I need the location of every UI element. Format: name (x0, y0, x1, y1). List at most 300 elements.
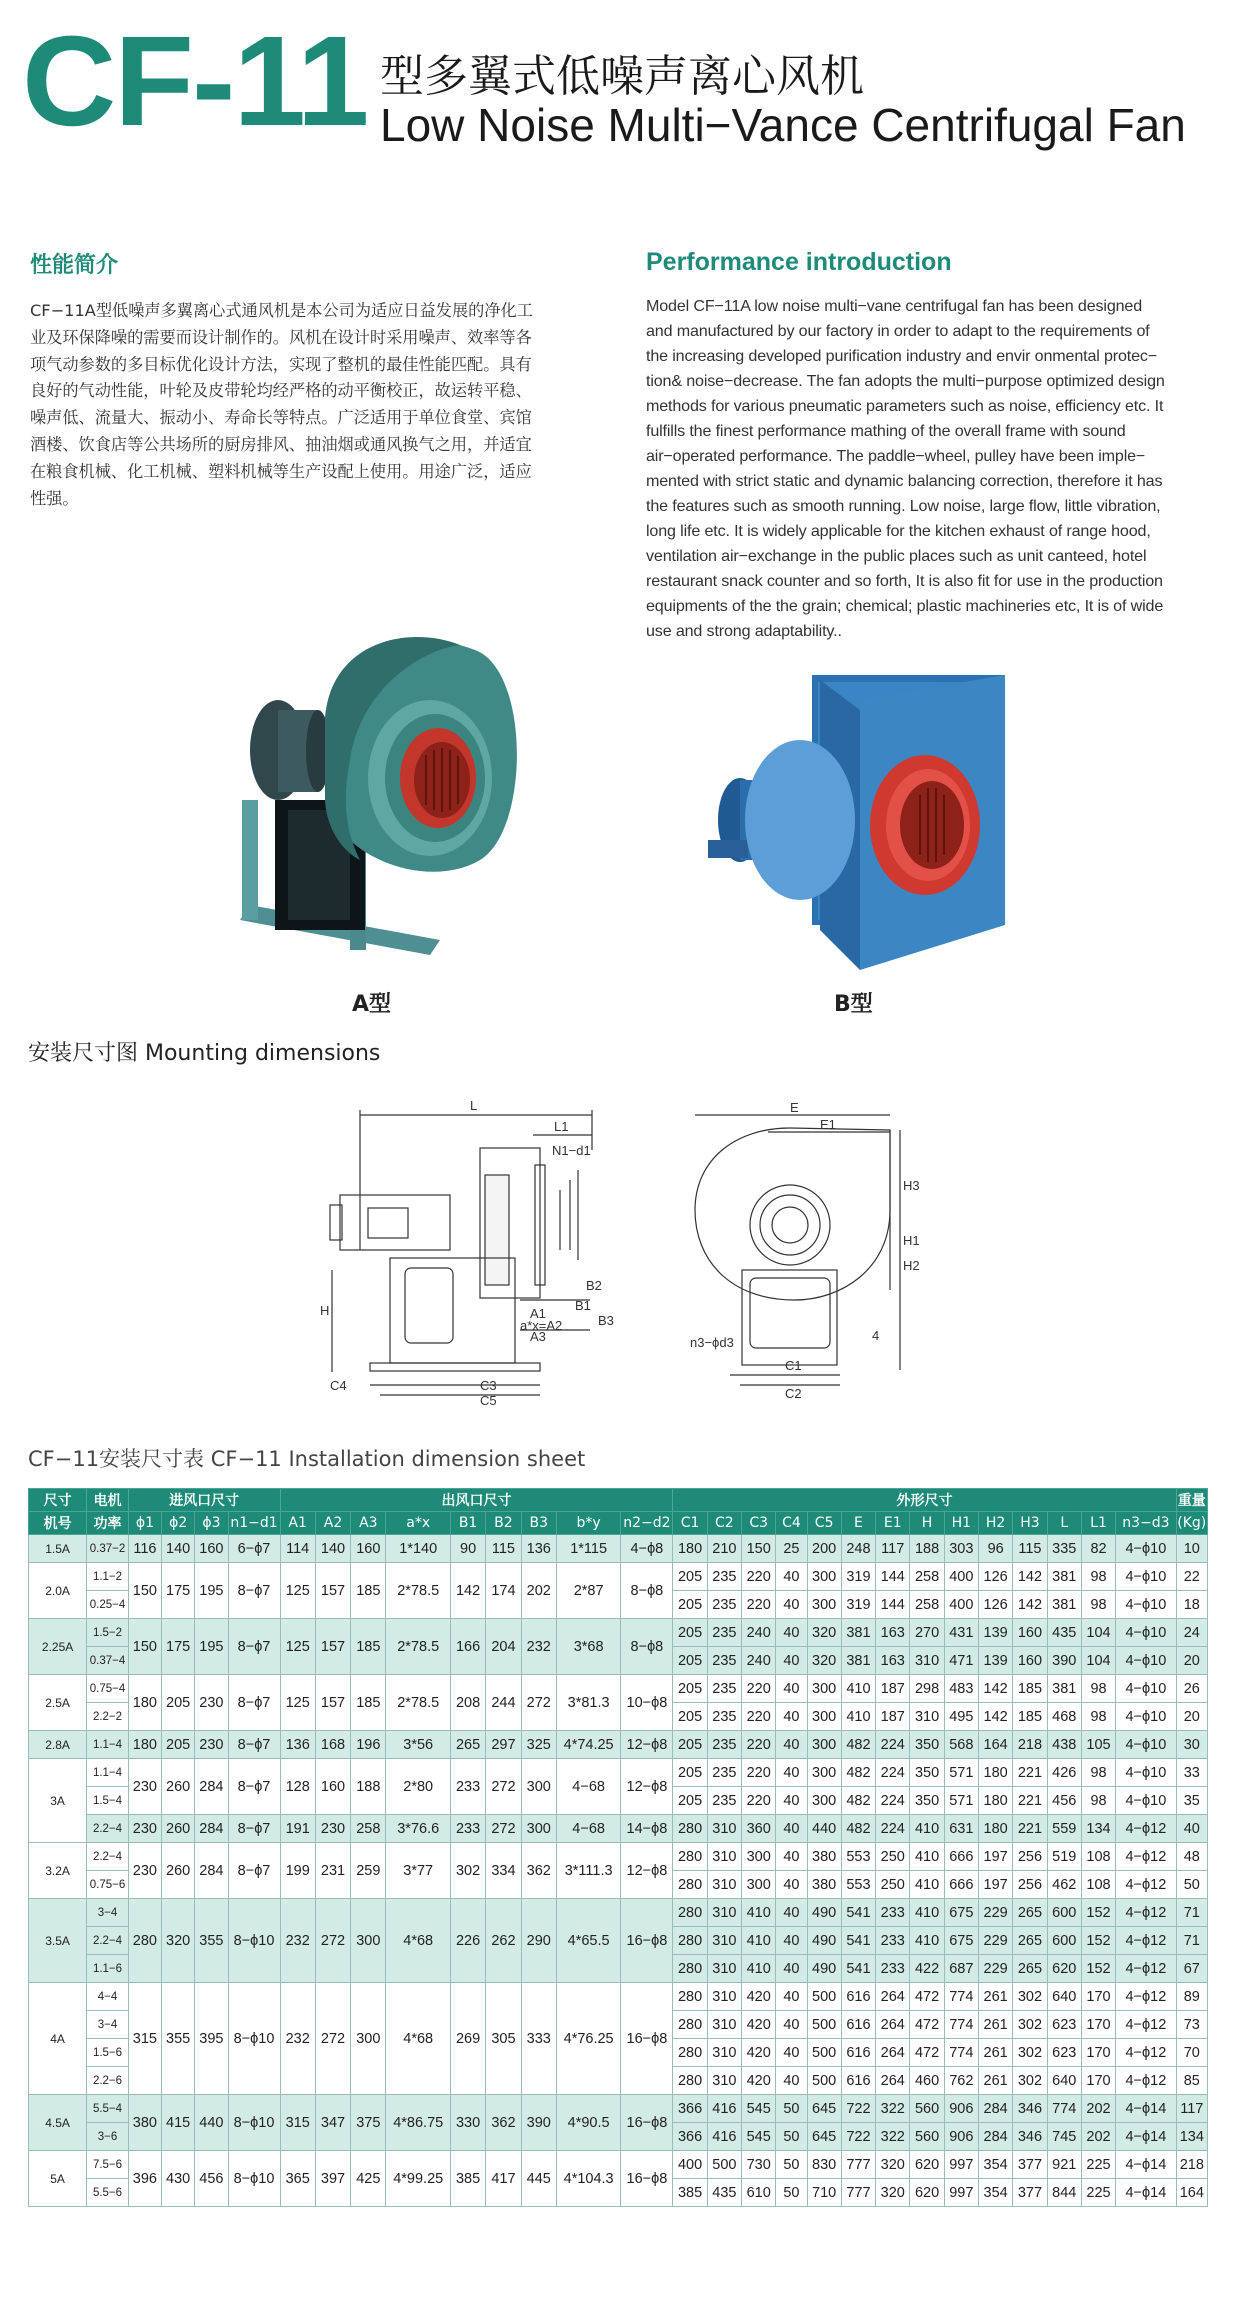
table-cell: 380 (807, 1843, 841, 1871)
table-cell: 142 (450, 1563, 485, 1619)
table-cell: 250 (876, 1871, 910, 1899)
table-cell: 230 (128, 1759, 161, 1815)
table-cell: 381 (1047, 1591, 1081, 1619)
table-cell: 3*111.3 (556, 1843, 620, 1899)
table-cell: 152 (1081, 1955, 1115, 1983)
table-cell: 230 (195, 1675, 228, 1731)
intro-line: 业及环保降噪的需要而设计制作的。风机在设计时采用噪声、效率等各 (30, 327, 532, 347)
table-cell: 1.5−6 (87, 2039, 129, 2067)
table-cell: 2*87 (556, 1563, 620, 1619)
table-cell: 330 (450, 2095, 485, 2151)
table-cell: 269 (450, 1983, 485, 2095)
table-cell: 150 (128, 1563, 161, 1619)
table-cell: 221 (1013, 1815, 1047, 1843)
table-cell: 260 (162, 1759, 195, 1815)
table-cell: 191 (280, 1815, 315, 1843)
intro-line: tion& noise−decrease. The fan adopts the multi−purpose optimized design (646, 372, 1165, 390)
table-cell: 140 (315, 1535, 350, 1563)
table-cell: 157 (315, 1675, 350, 1731)
table-cell: 8−ϕ8 (621, 1563, 673, 1619)
table-cell: 774 (944, 2039, 978, 2067)
table-cell: 1.5−2 (87, 1619, 129, 1647)
intro-line: use and strong adaptability.. (646, 622, 842, 640)
table-cell: 553 (841, 1871, 875, 1899)
table-cell: 354 (978, 2179, 1012, 2207)
intro-line: fulfills the finest performance mathing of the overall frame with sound (646, 422, 1126, 440)
subheader-cell: C2 (707, 1512, 741, 1535)
table-cell: 395 (195, 1983, 228, 2095)
table-cell: 616 (841, 2011, 875, 2039)
table-cell: 90 (450, 1535, 485, 1563)
table-cell: 620 (1047, 1955, 1081, 1983)
table-row (29, 1759, 1208, 1787)
table-cell: 906 (944, 2095, 978, 2123)
table-cell: 4*90.5 (556, 2095, 620, 2151)
table-cell: 229 (978, 1955, 1012, 1983)
intro-text-cn (30, 298, 586, 512)
table-cell: 2*78.5 (386, 1675, 450, 1731)
table-cell: 1.5A (29, 1535, 87, 1563)
table-cell: 2.2−6 (87, 2067, 129, 2095)
table-cell: 98 (1081, 1759, 1115, 1787)
table-cell: 170 (1081, 2067, 1115, 2095)
table-cell: 180 (978, 1815, 1012, 1843)
table-cell: 166 (450, 1619, 485, 1675)
table-cell: 334 (486, 1843, 521, 1899)
table-cell: 50 (776, 2123, 807, 2151)
table-row (29, 1619, 1208, 1647)
table-cell: 40 (776, 1731, 807, 1759)
table-cell: 233 (450, 1815, 485, 1843)
table-cell: 24 (1176, 1619, 1207, 1647)
table-cell: 410 (841, 1703, 875, 1731)
table-cell: 0.25−4 (87, 1591, 129, 1619)
table-cell: 272 (486, 1815, 521, 1843)
table-cell: 381 (1047, 1563, 1081, 1591)
dim-C5: C5 (480, 1393, 497, 1408)
table-cell: 261 (978, 2039, 1012, 2067)
table-cell: 385 (673, 2179, 707, 2207)
table-cell: 98 (1081, 1591, 1115, 1619)
dim-B2: B2 (586, 1278, 602, 1293)
table-cell: 640 (1047, 2067, 1081, 2095)
header-outer: 外形尺寸 (673, 1489, 1176, 1512)
table-cell: 40 (776, 1787, 807, 1815)
fan-b-label: B型 (834, 992, 873, 1017)
table-cell: 4−ϕ10 (1116, 1703, 1176, 1731)
table-cell: 196 (351, 1731, 386, 1759)
table-cell: 262 (486, 1899, 521, 1983)
subheader-cell: E (841, 1512, 875, 1535)
table-cell: 4−ϕ12 (1116, 1871, 1176, 1899)
table-cell: 233 (450, 1759, 485, 1815)
table-cell: 70 (1176, 2039, 1207, 2067)
subheader-cell: n3−d3 (1116, 1512, 1176, 1535)
table-cell: 8−ϕ7 (228, 1619, 280, 1675)
table-cell: 220 (742, 1731, 776, 1759)
table-cell: 460 (910, 2067, 944, 2095)
table-cell: 4−ϕ12 (1116, 2011, 1176, 2039)
table-cell: 347 (315, 2095, 350, 2151)
table-cell: 0.75−4 (87, 1675, 129, 1703)
subheader-cell: n2−d2 (621, 1512, 673, 1535)
dim-H1: H1 (903, 1233, 920, 1248)
table-cell: 225 (1081, 2151, 1115, 2179)
table-cell: 40 (776, 1871, 807, 1899)
table-cell: 180 (128, 1675, 161, 1731)
fan-a-image (230, 630, 540, 970)
table-cell: 620 (910, 2151, 944, 2179)
model-title: CF-11 (22, 10, 368, 153)
table-cell: 320 (162, 1899, 195, 1983)
intro-line: 在粮食机械、化工机械、塑料机械等生产设配上使用。用途广泛，适应 (30, 461, 532, 481)
header-outlet: 出风口尺寸 (280, 1489, 673, 1512)
header-size: 尺寸 (29, 1489, 87, 1512)
table-cell: 235 (707, 1675, 741, 1703)
table-cell: 16−ϕ8 (621, 1899, 673, 1983)
table-cell: 687 (944, 1955, 978, 1983)
mounting-drawing-front (690, 1100, 930, 1420)
table-cell: 272 (315, 1983, 350, 2095)
table-cell: 180 (978, 1759, 1012, 1787)
table-cell: 623 (1047, 2039, 1081, 2067)
table-row (29, 2095, 1208, 2123)
table-cell: 220 (742, 1591, 776, 1619)
table-cell: 462 (1047, 1871, 1081, 1899)
mounting-drawing-side (320, 1090, 660, 1420)
table-cell: 8−ϕ10 (228, 2151, 280, 2207)
subheader-cell: H3 (1013, 1512, 1047, 1535)
table-cell: 160 (351, 1535, 386, 1563)
table-cell: 482 (841, 1787, 875, 1815)
table-cell: 430 (162, 2151, 195, 2207)
table-cell: 4−ϕ8 (621, 1535, 673, 1563)
table-cell: 73 (1176, 2011, 1207, 2039)
mounting-title: 安装尺寸图 Mounting dimensions (28, 1041, 381, 1066)
table-cell: 410 (910, 1871, 944, 1899)
table-cell: 8−ϕ7 (228, 1759, 280, 1815)
table-cell: 482 (841, 1759, 875, 1787)
table-cell: 280 (673, 1815, 707, 1843)
table-cell: 410 (742, 1955, 776, 1983)
table-cell: 272 (521, 1675, 556, 1731)
table-cell: 117 (1176, 2095, 1207, 2123)
table-cell: 284 (978, 2095, 1012, 2123)
subheader-cell: C4 (776, 1512, 807, 1535)
table-cell: 230 (128, 1815, 161, 1843)
table-cell: 519 (1047, 1843, 1081, 1871)
table-cell: 258 (910, 1563, 944, 1591)
table-cell: 675 (944, 1899, 978, 1927)
table-cell: 366 (673, 2095, 707, 2123)
table-cell: 325 (521, 1731, 556, 1759)
table-cell: 125 (280, 1619, 315, 1675)
table-cell: 235 (707, 1787, 741, 1815)
table-cell: 774 (944, 2011, 978, 2039)
table-cell: 571 (944, 1787, 978, 1815)
table-row (29, 1731, 1208, 1759)
table-cell: 4−4 (87, 1983, 129, 2011)
table-cell: 456 (1047, 1787, 1081, 1815)
table-cell: 3A (29, 1759, 87, 1843)
table-cell: 4*74.25 (556, 1731, 620, 1759)
table-cell: 258 (351, 1815, 386, 1843)
table-cell: 229 (978, 1927, 1012, 1955)
table-cell: 300 (807, 1703, 841, 1731)
table-cell: 4−ϕ10 (1116, 1759, 1176, 1787)
table-cell: 108 (1081, 1843, 1115, 1871)
table-cell: 187 (876, 1675, 910, 1703)
table-cell: 2.25A (29, 1619, 87, 1675)
table-cell: 500 (707, 2151, 741, 2179)
table-cell: 170 (1081, 2039, 1115, 2067)
table-cell: 417 (486, 2151, 521, 2207)
table-cell: 150 (742, 1535, 776, 1563)
table-cell: 233 (876, 1927, 910, 1955)
table-cell: 297 (486, 1731, 521, 1759)
table-cell: 541 (841, 1955, 875, 1983)
table-cell: 335 (1047, 1535, 1081, 1563)
intro-line: Model CF−11A low noise multi−vane centrifugal fan has been designed (646, 297, 1143, 315)
table-cell: 157 (315, 1619, 350, 1675)
table-cell: 600 (1047, 1927, 1081, 1955)
table-cell: 4−ϕ14 (1116, 2151, 1176, 2179)
table-cell: 310 (707, 1843, 741, 1871)
table-cell: 164 (978, 1731, 1012, 1759)
table-cell: 1.1−2 (87, 1563, 129, 1591)
table-cell: 300 (351, 1899, 386, 1983)
intro-line: restaurant snack counter and so forth, It is also fit for use in the production (646, 572, 1163, 590)
intro-line: 性强。 (30, 488, 79, 508)
table-cell: 280 (673, 1983, 707, 2011)
dim-L1: L1 (554, 1119, 569, 1134)
table-cell: 163 (876, 1647, 910, 1675)
table-cell: 280 (673, 1843, 707, 1871)
intro-line: equipments of the the grain; chemical; plastic machineries etc, It is of wide (646, 597, 1164, 615)
table-cell: 170 (1081, 2011, 1115, 2039)
table-cell: 40 (776, 1899, 807, 1927)
table-cell: 144 (876, 1591, 910, 1619)
table-cell: 310 (707, 1983, 741, 2011)
table-cell: 8−ϕ7 (228, 1843, 280, 1899)
table-cell: 410 (742, 1899, 776, 1927)
table-cell: 4*104.3 (556, 2151, 620, 2207)
table-cell: 610 (742, 2179, 776, 2207)
table-cell: 284 (195, 1815, 228, 1843)
table-cell: 134 (1176, 2123, 1207, 2151)
subheader-cell: B3 (521, 1512, 556, 1535)
table-cell: 40 (776, 1675, 807, 1703)
table-cell: 40 (1176, 1815, 1207, 1843)
table-cell: 175 (162, 1619, 195, 1675)
table-cell: 139 (978, 1619, 1012, 1647)
table-cell: 997 (944, 2151, 978, 2179)
table-cell: 640 (1047, 1983, 1081, 2011)
table-cell: 380 (128, 2095, 161, 2151)
table-cell: 220 (742, 1759, 776, 1787)
table-cell: 48 (1176, 1843, 1207, 1871)
table-cell: 188 (910, 1535, 944, 1563)
table-cell: 187 (876, 1703, 910, 1731)
table-cell: 4−ϕ12 (1116, 1899, 1176, 1927)
table-cell: 248 (841, 1535, 875, 1563)
table-cell: 284 (195, 1759, 228, 1815)
table-cell: 16−ϕ8 (621, 1983, 673, 2095)
subheader-cell: H (910, 1512, 944, 1535)
table-cell: 35 (1176, 1787, 1207, 1815)
table-cell: 381 (841, 1647, 875, 1675)
header-inlet: 进风口尺寸 (128, 1489, 280, 1512)
table-cell: 666 (944, 1871, 978, 1899)
table-cell: 380 (807, 1871, 841, 1899)
table-cell: 220 (742, 1703, 776, 1731)
table-cell: 8−ϕ7 (228, 1563, 280, 1619)
table-cell: 483 (944, 1675, 978, 1703)
table-cell: 300 (742, 1871, 776, 1899)
table-cell: 261 (978, 2067, 1012, 2095)
table-cell: 310 (707, 2011, 741, 2039)
table-cell: 50 (776, 2179, 807, 2207)
table-cell: 205 (673, 1759, 707, 1787)
table-cell: 280 (673, 2011, 707, 2039)
table-cell: 354 (978, 2151, 1012, 2179)
table-cell: 3.2A (29, 1843, 87, 1899)
table-cell: 142 (978, 1675, 1012, 1703)
table-cell: 265 (1013, 1955, 1047, 1983)
table-cell: 233 (876, 1899, 910, 1927)
table-cell: 221 (1013, 1787, 1047, 1815)
dim-N1: N1−d1 (552, 1143, 591, 1158)
table-cell: 425 (351, 2151, 386, 2207)
table-cell: 4−ϕ10 (1116, 1647, 1176, 1675)
subheader-cell: E1 (876, 1512, 910, 1535)
table-cell: 180 (128, 1731, 161, 1759)
table-cell: 4−ϕ10 (1116, 1731, 1176, 1759)
table-cell: 185 (1013, 1703, 1047, 1731)
table-cell: 3*77 (386, 1843, 450, 1899)
table-cell: 362 (521, 1843, 556, 1899)
table-cell: 362 (486, 2095, 521, 2151)
intro-heading-en: Performance introduction (646, 248, 952, 276)
table-cell: 197 (978, 1871, 1012, 1899)
table-cell: 468 (1047, 1703, 1081, 1731)
table-cell: 265 (450, 1731, 485, 1759)
table-cell: 229 (978, 1899, 1012, 1927)
table-cell: 4*86.75 (386, 2095, 450, 2151)
dim-E1: E1 (820, 1117, 836, 1132)
table-cell: 195 (195, 1563, 228, 1619)
table-cell: 435 (1047, 1619, 1081, 1647)
table-cell: 26 (1176, 1675, 1207, 1703)
table-cell: 366 (673, 2123, 707, 2151)
table-cell: 377 (1013, 2151, 1047, 2179)
table-cell: 482 (841, 1815, 875, 1843)
table-cell: 4−ϕ10 (1116, 1787, 1176, 1815)
table-cell: 33 (1176, 1759, 1207, 1787)
table-cell: 235 (707, 1759, 741, 1787)
table-cell: 456 (195, 2151, 228, 2207)
table-cell: 559 (1047, 1815, 1081, 1843)
table-cell: 300 (521, 1815, 556, 1843)
subheader-kg: (Kg) (1176, 1512, 1207, 1535)
table-cell: 152 (1081, 1927, 1115, 1955)
intro-line: ventilation air−exchange in the public places such as unit canteed, hotel (646, 547, 1147, 565)
table-cell: 40 (776, 2011, 807, 2039)
table-cell: 397 (315, 2151, 350, 2207)
table-cell: 1*140 (386, 1535, 450, 1563)
table-cell: 500 (807, 2039, 841, 2067)
table-cell: 320 (876, 2179, 910, 2207)
table-cell: 438 (1047, 1731, 1081, 1759)
table-cell: 320 (807, 1647, 841, 1675)
table-cell: 256 (1013, 1843, 1047, 1871)
table-cell: 10 (1176, 1535, 1207, 1563)
table-cell: 400 (673, 2151, 707, 2179)
subheader-cell: b*y (556, 1512, 620, 1535)
table-cell: 440 (195, 2095, 228, 2151)
table-cell: 160 (195, 1535, 228, 1563)
table-cell: 96 (978, 1535, 1012, 1563)
table-cell: 205 (162, 1675, 195, 1731)
table-cell: 224 (876, 1787, 910, 1815)
table-row (29, 1983, 1208, 2011)
table-cell: 4−ϕ10 (1116, 1563, 1176, 1591)
intro-line: long life etc. It is widely applicable for the kitchen exhaust of range hood, (646, 522, 1151, 540)
table-cell: 300 (807, 1759, 841, 1787)
table-cell: 623 (1047, 2011, 1081, 2039)
table-cell: 244 (486, 1675, 521, 1731)
table-cell: 4−68 (556, 1815, 620, 1843)
table-cell: 40 (776, 1591, 807, 1619)
table-cell: 495 (944, 1703, 978, 1731)
table-cell: 616 (841, 2067, 875, 2095)
intro-line: air−operated performance. The paddle−wheel, pulley have been imple− (646, 447, 1146, 465)
table-cell: 195 (195, 1619, 228, 1675)
table-cell: 745 (1047, 2123, 1081, 2151)
table-cell: 420 (742, 1983, 776, 2011)
table-cell: 126 (978, 1591, 1012, 1619)
table-cell: 260 (162, 1843, 195, 1899)
table-cell: 199 (280, 1843, 315, 1899)
table-cell: 385 (450, 2151, 485, 2207)
table-cell: 197 (978, 1843, 1012, 1871)
table-cell: 616 (841, 1983, 875, 2011)
dim-C2: C2 (785, 1386, 802, 1401)
table-cell: 541 (841, 1927, 875, 1955)
table-cell: 125 (280, 1675, 315, 1731)
dim-n3: n3−ϕd3 (690, 1335, 734, 1350)
subheader-cell: B1 (450, 1512, 485, 1535)
dim-B3: B3 (598, 1313, 614, 1328)
table-row (29, 1899, 1208, 1927)
table-cell: 142 (1013, 1591, 1047, 1619)
table-cell: 426 (1047, 1759, 1081, 1787)
table-cell: 400 (944, 1591, 978, 1619)
intro-line: methods for various pneumatic parameters such as noise, efficiency etc. It (646, 397, 1164, 415)
table-cell: 472 (910, 2039, 944, 2067)
table-cell: 20 (1176, 1647, 1207, 1675)
table-cell: 235 (707, 1563, 741, 1591)
table-cell: 645 (807, 2123, 841, 2151)
intro-line: the features such as smooth running. Low noise, large flow, little vibration, (646, 497, 1161, 515)
table-cell: 315 (280, 2095, 315, 2151)
table-cell: 4−68 (556, 1759, 620, 1815)
table-cell: 500 (807, 2011, 841, 2039)
table-cell: 3*68 (556, 1619, 620, 1675)
table-cell: 5A (29, 2151, 87, 2207)
table-cell: 220 (742, 1675, 776, 1703)
table-cell: 40 (776, 1563, 807, 1591)
